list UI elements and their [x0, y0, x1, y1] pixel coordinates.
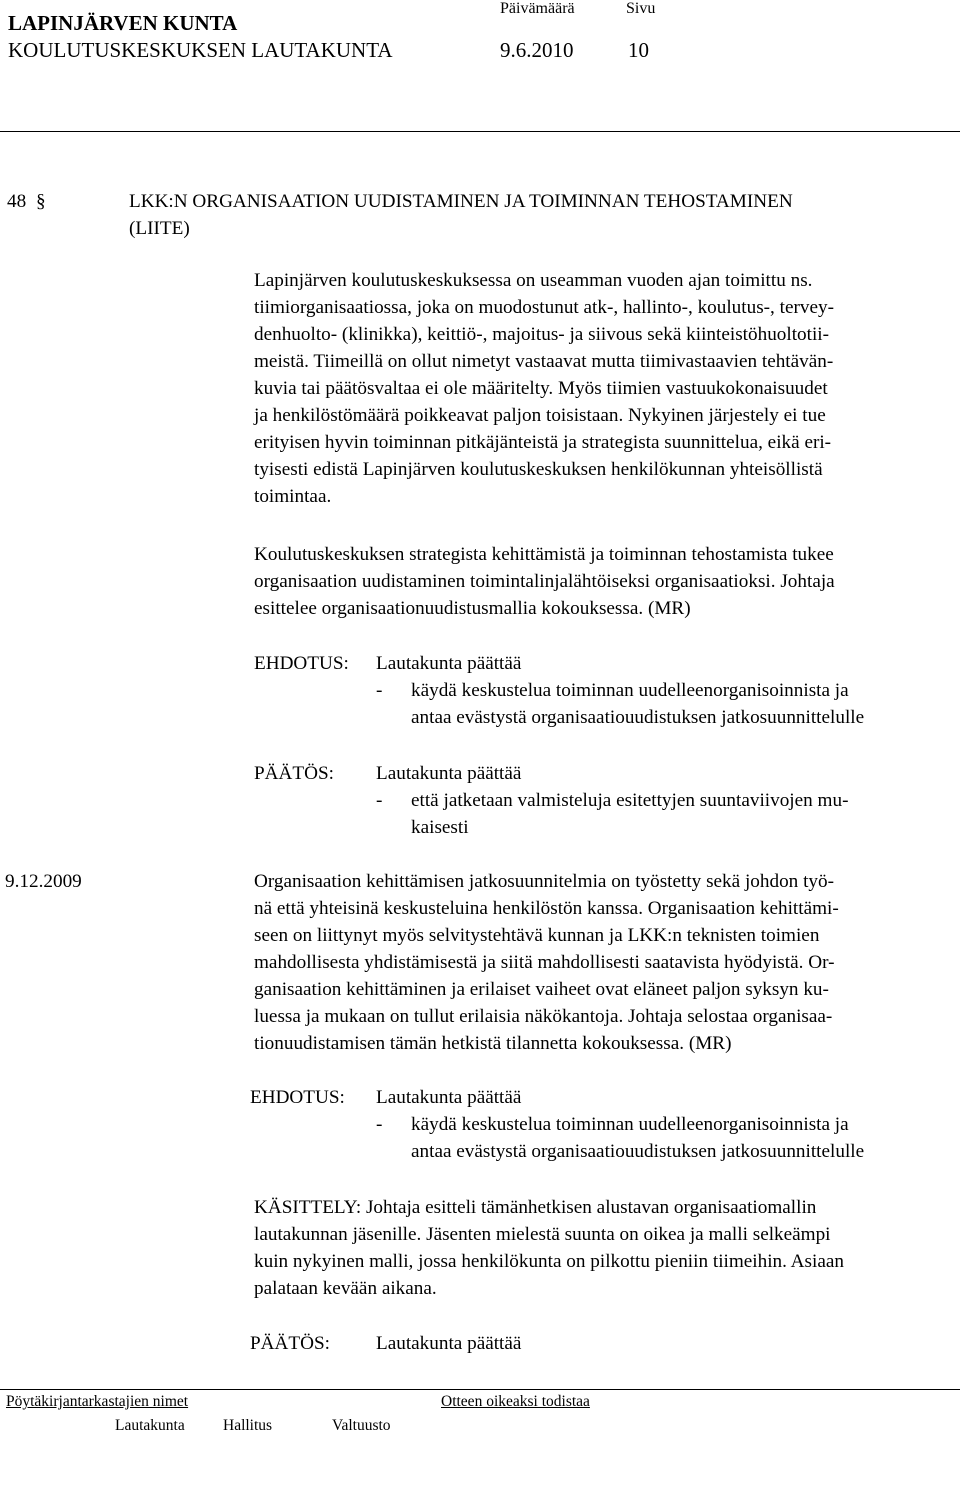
text-line: kuin nykyinen malli, jossa henkilökunta on pilkottu pieniin tiimeihin. Asiaan [254, 1251, 844, 1272]
item-title: LKK:N ORGANISAATION UUDISTAMINEN JA TOIMINNAN TEHOSTAMINEN [129, 191, 793, 212]
text-line: esittelee organisaationuudistusmallia kokouksessa. (MR) [254, 598, 691, 619]
board-name: KOULUTUSKESKUKSEN LAUTAKUNTA [8, 38, 393, 62]
reviewers-label: Pöytäkirjantarkastajien nimet [6, 1393, 189, 1410]
proposal-text: Lautakunta päättää [376, 1087, 522, 1108]
decision-text: Lautakunta päättää [376, 1333, 522, 1354]
section-sign: § [36, 191, 46, 212]
page-label: Sivu [626, 0, 656, 17]
text-line: nä että yhteisinä keskusteluina henkilöstön kanssa. Organisaation kehittämi- [254, 898, 839, 919]
proposal-dash: - [376, 680, 383, 701]
page-number: 10 [628, 38, 649, 62]
signature-council: Valtuusto [332, 1417, 391, 1434]
decision-text: Lautakunta päättää [376, 763, 522, 784]
decision-item: että jatketaan valmisteluja esitettyjen suuntaviivojen mu- [411, 790, 849, 811]
text-line: tionuudistamisen tämän hetkistä tilannetta kokouksessa. (MR) [254, 1033, 732, 1054]
proposal-item: käydä keskustelua toiminnan uudelleenorganisoinnista ja [411, 1114, 849, 1135]
text-line: organisaation uudistaminen toimintalinjalähtöiseksi organisaatioksi. Johtaja [254, 571, 835, 592]
strategy-paragraph [254, 541, 954, 622]
header-divider [0, 131, 960, 132]
date-label: Päivämäärä [500, 0, 575, 17]
certified-label: Otteen oikeaksi todistaa [441, 1393, 590, 1410]
history-paragraph [254, 868, 954, 1057]
meeting-date: 9.6.2010 [500, 38, 574, 62]
text-line: ganisaation kehittäminen ja erilaiset vaiheet ovat eläneet paljon syksyn ku- [254, 979, 829, 1000]
text-line: toimintaa. [254, 486, 332, 507]
proposal-label: EHDOTUS: [250, 1087, 345, 1108]
proposal-text: Lautakunta päättää [376, 653, 522, 674]
text-line: mahdollisesta yhdistämisestä ja siitä mahdollisesti saatavista hyödyistä. Or- [254, 952, 835, 973]
text-line: Koulutuskeskuksen strategista kehittämistä ja toiminnan tehostamista tukee [254, 544, 834, 565]
proposal-dash: - [376, 1114, 383, 1135]
decision-label: PÄÄTÖS: [250, 1333, 330, 1354]
item-number: 48 [7, 191, 27, 212]
handling-paragraph [254, 1194, 954, 1302]
text-line: seen on liittynyt myös selvitystehtävä kunnan ja LKK:n teknisten toimien [254, 925, 820, 946]
text-line: Organisaation kehittämisen jatkosuunnitelmia on työstetty sekä johdon työ- [254, 871, 834, 892]
proposal-item: käydä keskustelua toiminnan uudelleenorganisoinnista ja [411, 680, 849, 701]
text-line: Lapinjärven koulutuskeskuksessa on useamman vuoden ajan toimittu ns. [254, 270, 813, 291]
text-line: tiimiorganisaatiossa, joka on muodostunut atk-, hallinto-, koulutus-, tervey- [254, 297, 834, 318]
signature-government: Hallitus [223, 1417, 273, 1434]
text-line: tyisesti edistä Lapinjärven koulutuskeskuksen henkilökunnan yhteisöllistä [254, 459, 823, 480]
signature-board: Lautakunta [115, 1417, 185, 1434]
text-line: KÄSITTELY: Johtaja esitteli tämänhetkisen alustavan organisaatiomallin [254, 1197, 817, 1218]
decision-item-cont: kaisesti [411, 817, 469, 838]
org-name: LAPINJÄRVEN KUNTA [8, 11, 238, 35]
text-line: kuvia tai päätösvaltaa ei ole määritelty. Myös tiimien vastuukokonaisuudet [254, 378, 828, 399]
text-line: palataan kevään aikana. [254, 1278, 437, 1299]
decision-label: PÄÄTÖS: [254, 763, 334, 784]
text-line: erityisen hyvin toiminnan pitkäjänteistä ja strategista suunnittelua, eikä eri- [254, 432, 832, 453]
proposal-item-cont: antaa evästystä organisaatiouudistuksen jatkosuunnittelulle [411, 1141, 865, 1162]
decision-dash: - [376, 790, 383, 811]
intro-paragraph [254, 267, 954, 510]
proposal-label: EHDOTUS: [254, 653, 349, 674]
text-line: lautakunnan jäsenille. Jäsenten mielestä suunta on oikea ja malli selkeämpi [254, 1224, 831, 1245]
text-line: meistä. Tiimeillä on ollut nimetyt vastaavat mutta tiimivastaavien tehtävän- [254, 351, 834, 372]
footer-divider [0, 1389, 960, 1390]
item-title-cont: (LIITE) [129, 218, 190, 239]
history-date: 9.12.2009 [5, 871, 82, 892]
text-line: denhuolto- (klinikka), keittiö-, majoitus- ja siivous sekä kiinteistöhuoltotii- [254, 324, 830, 345]
proposal-item-cont: antaa evästystä organisaatiouudistuksen jatkosuunnittelulle [411, 707, 865, 728]
text-line: luessa ja mukaan on tullut erilaisia näkökantoja. Johtaja selostaa organisaa- [254, 1006, 833, 1027]
text-line: ja henkilöstömäärä poikkeavat paljon toisistaan. Nykyinen järjestely ei tue [254, 405, 826, 426]
